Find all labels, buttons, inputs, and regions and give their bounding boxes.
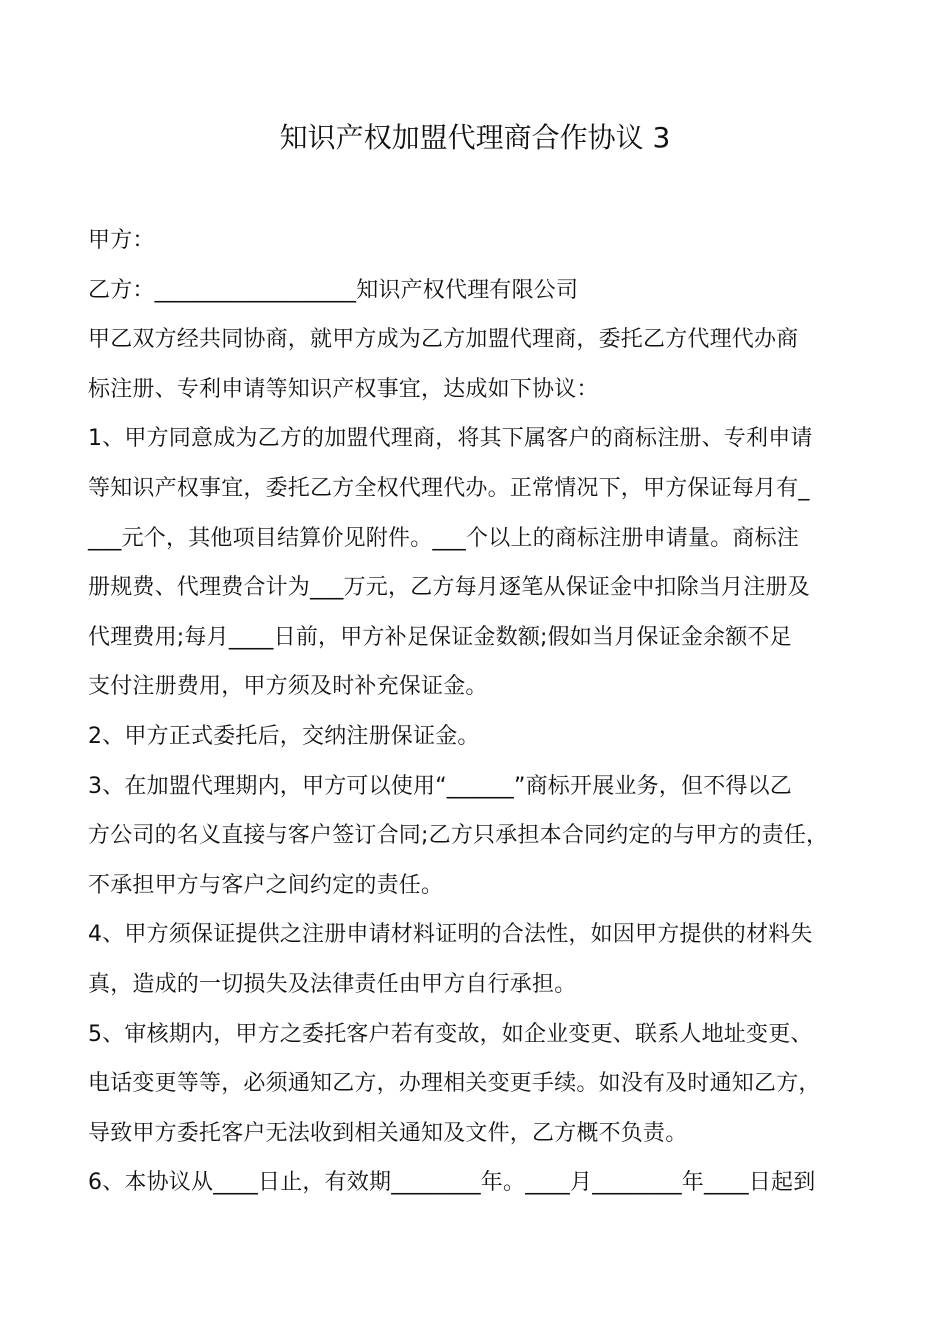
document-body bbox=[88, 216, 868, 1208]
clause-1-line-4: 册规费、代理费合计为___万元，乙方每月逐笔从保证金中扣除当月注册及 bbox=[88, 575, 810, 601]
intro-line-2: 标注册、专利申请等知识产权事宜，达成如下协议： bbox=[88, 376, 599, 402]
clause-6-line-1: 6、本协议从____日止，有效期________年。____月________年____日起到 bbox=[88, 1170, 816, 1196]
clause-3-line-2: 方公司的名义直接与客户签订合同;乙方只承担本合同约定的与甲方的责任， bbox=[88, 823, 829, 849]
party-b-line: 乙方：__________________知识产权代理有限公司 bbox=[88, 277, 579, 303]
party-a-line: 甲方： bbox=[88, 228, 155, 253]
clause-2-line-1: 2、甲方正式委托后，交纳注册保证金。 bbox=[88, 723, 480, 749]
clause-4-line-1: 4、甲方须保证提供之注册申请材料证明的合法性，如因甲方提供的材料失 bbox=[88, 922, 813, 948]
clause-3-line-1: 3、在加盟代理期内，甲方可以使用“______”商标开展业务，但不得以乙 bbox=[88, 773, 792, 799]
clause-4-line-2: 真，造成的一切损失及法律责任由甲方自行承担。 bbox=[88, 971, 577, 997]
clause-5-line-3: 导致甲方委托客户无法收到相关通知及文件，乙方概不负责。 bbox=[88, 1120, 688, 1146]
clause-1-line-3: ___元个，其他项目结算价见附件。___个以上的商标注册申请量。商标注 bbox=[88, 525, 800, 551]
clause-5-line-1: 5、审核期内，甲方之委托客户若有变故，如企业变更、联系人地址变更、 bbox=[88, 1021, 813, 1047]
clause-1-line-1: 1、甲方同意成为乙方的加盟代理商，将其下属客户的商标注册、专利申请 bbox=[88, 426, 813, 452]
clause-1-line-6: 支付注册费用，甲方须及时补充保证金。 bbox=[88, 674, 488, 700]
clause-1-line-2: 等知识产权事宜，委托乙方全权代理代办。正常情况下，甲方保证每月有_ bbox=[88, 475, 810, 501]
document-title: 知识产权加盟代理商合作协议 3 bbox=[279, 121, 671, 154]
clause-3-line-3: 不承担甲方与客户之间约定的责任。 bbox=[88, 872, 444, 898]
clause-5-line-2: 电话变更等等，必须通知乙方，办理相关变更手续。如没有及时通知乙方， bbox=[88, 1071, 821, 1097]
clause-1-line-5: 代理费用;每月____日前，甲方补足保证金数额;假如当月保证金余额不足 bbox=[88, 624, 792, 650]
intro-line-1: 甲乙双方经共同协商，就甲方成为乙方加盟代理商，委托乙方代理代办商 bbox=[88, 327, 799, 353]
